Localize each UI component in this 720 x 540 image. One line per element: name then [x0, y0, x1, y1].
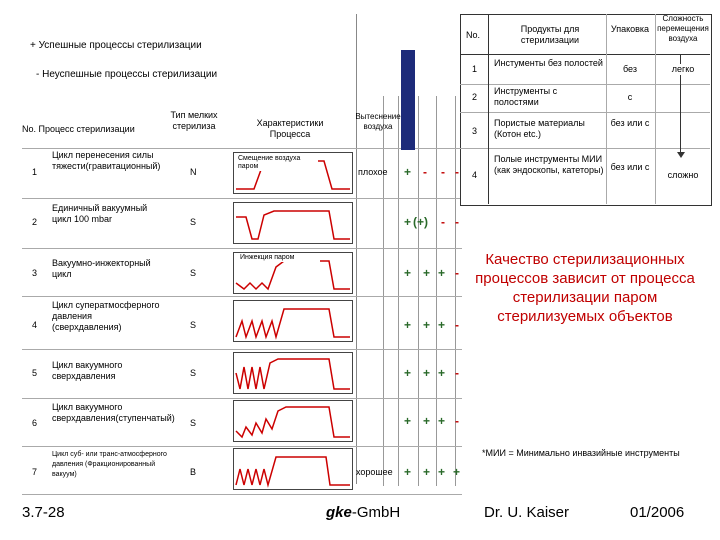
process-plot — [233, 152, 353, 194]
product-complexity: легко — [656, 64, 710, 75]
author: Dr. U. Kaiser — [484, 504, 570, 521]
result-sign: + — [423, 318, 431, 332]
col-divider — [488, 14, 489, 204]
process-plot — [233, 400, 353, 442]
process-type: S — [190, 268, 197, 278]
result-sign: - — [441, 165, 445, 179]
result-sign: + — [423, 465, 431, 479]
fail-title: - Неуспешные процессы стерилизации — [36, 69, 218, 80]
result-sign: + — [404, 215, 412, 229]
guide-line — [418, 96, 419, 486]
result-sign: + — [404, 266, 412, 280]
guide-line — [398, 96, 399, 486]
row-divider — [460, 54, 710, 55]
row-number: 6 — [32, 418, 38, 428]
slide-number: 3.7-28 — [22, 504, 65, 521]
result-sign: + — [404, 318, 412, 332]
process-name: Единичный вакуумный цикл 100 mbar — [52, 203, 148, 224]
row-divider — [22, 296, 462, 297]
result-sign: + — [438, 465, 446, 479]
process-name: Вакуумно-инжекторный цикл — [52, 258, 151, 279]
row-number: 2 — [32, 217, 38, 227]
row-divider — [22, 198, 462, 199]
row-divider — [22, 446, 462, 447]
result-sign: (+) — [413, 215, 428, 229]
product-name: Инструменты с полостями — [494, 86, 558, 107]
process-name: Цикл суператмосферного давления (сверхдавления) — [52, 300, 160, 332]
products-col-pack: Упаковка — [610, 24, 650, 34]
col-header-air: Вытеснение воздуха — [355, 112, 401, 131]
row-number: 4 — [472, 170, 478, 180]
row-divider — [22, 494, 462, 495]
process-plot — [233, 252, 353, 294]
row-divider — [460, 148, 710, 149]
result-sign: - — [423, 165, 427, 179]
product-pack: без или с — [610, 162, 650, 172]
result-sign: + — [438, 318, 446, 332]
process-type: S — [190, 368, 197, 378]
plot-label: Смещение воздуха паром — [238, 155, 318, 171]
result-sign: - — [455, 165, 459, 179]
product-name: Пористые материалы (Котон etc.) — [494, 118, 585, 139]
company-name-rest: -GmbH — [351, 504, 401, 521]
col-header-characteristics: Характеристики Процесса — [256, 118, 324, 139]
product-pack: без — [623, 64, 637, 74]
products-col-name: Продукты для стерилизации — [520, 24, 580, 45]
row-divider — [460, 112, 710, 113]
footnote: *МИИ = Минимально инвазийные инструменты — [482, 448, 680, 458]
products-col-complexity: Сложность перемещения воздуха — [657, 14, 709, 43]
col-divider — [606, 14, 607, 204]
row-number: 1 — [472, 64, 478, 74]
date: 01/2006 — [630, 504, 685, 521]
product-name: Полые инструменты МИИ (как эндоскопы, катеторы) — [494, 154, 604, 175]
arrow-down-icon — [677, 152, 685, 158]
air-gradient-bar — [401, 50, 415, 150]
process-plot — [233, 300, 353, 342]
result-sign: - — [455, 414, 459, 428]
process-plot — [233, 352, 353, 394]
product-pack: с — [627, 92, 633, 102]
col-header-type: Тип мелких стерилиза — [170, 110, 218, 131]
result-sign: - — [441, 215, 445, 229]
result-sign: + — [438, 414, 446, 428]
row-divider — [22, 398, 462, 399]
guide-line — [436, 96, 437, 486]
process-name: Цикл вакуумного сверхдавления — [52, 360, 123, 381]
process-type: S — [190, 418, 197, 428]
company-name — [326, 504, 400, 521]
process-type: S — [190, 217, 197, 227]
result-sign: + — [423, 266, 431, 280]
process-type: B — [190, 467, 197, 477]
process-type: S — [190, 320, 197, 330]
result-sign: + — [404, 165, 412, 179]
guide-line — [383, 96, 384, 486]
row-divider — [22, 349, 462, 350]
product-name: Инстументы без полостей — [494, 58, 603, 68]
result-sign: - — [455, 366, 459, 380]
product-pack: без или с — [610, 118, 650, 128]
guide-line — [356, 14, 357, 484]
air-quality: плохое — [358, 167, 388, 177]
process-name: Цикл вакуумного сверхдавления(ступенчатый) — [52, 402, 175, 423]
process-name: Цикл перенесения силы тяжести(гравитационный) — [52, 150, 161, 171]
row-number: 4 — [32, 320, 38, 330]
row-number: 1 — [32, 167, 38, 177]
result-sign: - — [455, 215, 459, 229]
result-sign: + — [404, 465, 412, 479]
result-sign: + — [438, 366, 446, 380]
result-sign: + — [404, 414, 412, 428]
product-complexity: сложно — [656, 170, 710, 181]
air-quality: хорошее — [356, 467, 393, 477]
plot-label: Инжекция паром — [240, 254, 320, 262]
row-divider — [22, 248, 462, 249]
result-sign: + — [423, 414, 431, 428]
products-col-no: No. — [466, 30, 481, 40]
row-number: 7 — [32, 467, 38, 477]
row-number: 2 — [472, 92, 478, 102]
result-sign: - — [455, 266, 459, 280]
col-header-process: No. Процесс стерилизации — [22, 124, 135, 134]
success-title: + Успешные процессы стерилизации — [30, 40, 202, 51]
process-plot — [233, 202, 353, 244]
process-name: Цикл суб- или транс-атмосферного давления (Фракционированный вакуум) — [52, 451, 167, 478]
row-number: 3 — [472, 126, 478, 136]
result-sign: + — [438, 266, 446, 280]
result-sign: - — [455, 318, 459, 332]
result-sign: + — [404, 366, 412, 380]
result-sign: + — [453, 465, 461, 479]
process-plot — [233, 448, 353, 490]
row-number: 5 — [32, 368, 38, 378]
company-name-italic: gke — [326, 504, 352, 521]
result-sign: + — [423, 366, 431, 380]
row-number: 3 — [32, 268, 38, 278]
quality-statement: Качество стерилизационных процессов зависит от процесса стерилизации паром стерилизуемых объектов — [475, 251, 695, 325]
row-divider — [460, 84, 710, 85]
process-type: N — [190, 167, 197, 177]
